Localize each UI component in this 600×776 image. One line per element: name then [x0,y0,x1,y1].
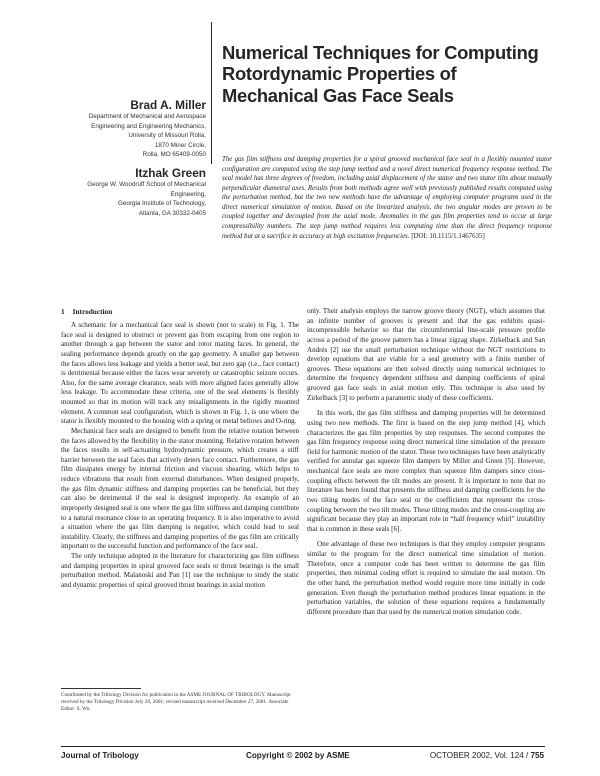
footnote-rule [61,688,141,689]
author-affiliation [6,180,206,218]
abstract [222,155,552,241]
paragraph: The only technique adopted in the literature for characterizing gas film stiffness and damping properties in spiral grooved face seals or thrust bearings is the small perturbation method. Malanoski and Pan [1] use the technique to study the static and dynamic properties of spiral grooved thrust bearings in axial motion [61,552,299,589]
footnote: Contributed by the Tribology Division for publication in the ASME JOURNAL OF TRIBOLOGY. Manuscript received by the Tribology Division July 20, 2001; revised manuscript received December 27, 2001. Associate Editor: S. Wu. [61,692,291,713]
issue-info [430,751,544,760]
paragraph: A schematic for a mechanical face seal is shown (not to scale) in Fig. 1. The face seal is designed to obstruct or prevent gas from escaping from one region to another through a gap between the stator and rotor mating faces. In general, the sealing performance depends greatly on the gap geometry. A smaller gap between the faces allows less leakage and yields a better seal, but zero gap (i.e., face contact) is detrimental because either the faces wear severely or catastrophic seizure occurs. Also, for the same average clearance, seals with more aligned faces generally allow less leakage. To accommodate these criteria, one of the seal elements is flexibly mounted so that its motion will track any misalignments in the rigidly mounted element. A common seal configuration, which is shown in Fig. 1, is one where the stator is flexibly mounted to the housing with a spring or metal bellows and O-ring. [61,321,299,426]
affiliation-line: 1870 Miner Circle, [154,141,206,149]
paragraph: One advantage of these two techniques is that they employ computer programs similar to the program for the direct numerical time simulation of motion. Therefore, once a computer code has been written to determine the gas film properties, then minimal coding effort is required to simulate the seal motion. On the other hand, the perturbation method would require more time initially in code generation. Even though the perturbation method produces linear equations in the perturbation variables, the solution of these equations requires a fundamentally different procedure than that used by the numerical motion simulation code. [307,540,545,616]
footer-rule [61,746,545,747]
left-column [61,307,299,591]
paragraph: only. Their analysis employs the narrow groove theory (NGT), which assumes that an infinite number of grooves is present and that the gas exhibits quasi-incompressible behavior so that the circumferential line-scale pressure profile across a period of the groove pattern has a linear zigzag shape. Zirkelback and San Andrés [2] use the small perturbation technique without the NGT restrictions to develop equations that are viable for a seal geometry with a finite number of grooves. These equations are then solved directly using numerical techniques to determine the frequency dependent stiffness and damping coefficients of spiral grooved gas face seals in axial motion only. This technique is also used by Zirkelback [3] to perform a parametric study of these coefficients. [307,307,545,402]
author-name: Itzhak Green [135,166,206,180]
affiliation-line: George W. Woodruff School of Mechanical [87,181,206,188]
section-title: Introduction [72,307,113,316]
abstract-text: The gas film stiffness and damping properties for a spiral grooved mechanical face seal in a flexibly mounted stator configuration are computed using the step jump method and a novel direct numerical frequency response method. The seal model has three degrees of freedom, including axial displacement of the stator and two stator tilts about mutually perpendicular diametral axes. Results from both methods agree well with previously published results computed using the perturbation method, but the two new methods have the advantage of employing computer programs used in the direct numerical simulation of motion. Based on the linearized analysis, the two angular modes are proven to be coupled together and decoupled from the axial mode. Anomalies in the gas film properties tend to occur at large compressibility numbers. The step jump method requires less computing time than the direct frequency response method but at a sacrifice in accuracy at high excitation frequencies. [222,156,552,240]
issue-text: OCTOBER 2002, Vol. 124 / [429,751,531,760]
journal-name: Journal of Tribology [61,751,139,760]
affiliation-line: Georgia Institute of Technology, [118,200,206,208]
paragraph: Mechanical face seals are designed to benefit from the relative rotation between the faces allowed by the flexibility in the stator mounting. Relative rotation between the faces results in self-actuating hydrodynamic pressure, which creates a stiff barrier between the seal faces that actively deters face contact. Furthermore, the gas film dissipates energy by internal friction and viscous shearing, which helps to reduce vibrations that result from external disturbances. When designed properly, the gas film dynamic stiffness and damping properties can be beneficial, but they can also be detrimental if the seal is designed improperly. An example of an improperly designed seal is one where the gas film stiffness and damping contribute to a natural resonance close to an operating frequency. It is also imperative to avoid a situation where the gas film damping is negative, which could lead to seal instability. Clearly, the stiffness and damping properties of the gas film are critically important to the successful function and performance of the face seal. [61,426,299,551]
copyright: Copyright © 2002 by ASME [246,751,350,760]
author-affiliation [6,112,206,160]
affiliation-line: Engineering, [170,190,206,198]
page-number: 755 [530,751,544,760]
right-column [307,307,545,617]
paper-title: Numerical Techniques for Computing Rotordynamic Properties of Mechanical Gas Face Seals [222,42,539,106]
section-heading [61,307,299,317]
author-name: Brad A. Miller [130,98,206,112]
author-block-2 [6,166,206,218]
affiliation-line: Department of Mechanical and Aerospace [88,113,206,120]
paragraph: In this work, the gas film stiffness and damping properties will be determined using two new methods. The first is based on the step jump method [4], which characterizes the gas film properties by step responses. The second computes the gas film frequency response using direct numerical time simulation of the pressure field for harmonic motion of the stator. These two techniques have been analytically verified for annular gas squeeze film dampers by Miller and Green [5]. However, mechanical face seals are more complex than squeeze film dampers since cross-coupling effects between the tilt modes are present. It is important to note that no literature has been found that presents the stiffness and damping coefficients for the two tilting modes of the face seal or the coefficients that represent the cross-coupling between the two tilt modes. These tilting modes and the cross-coupling are significant because they play an important role in “half frequency whirl” instability that is common in these seals [6]. [307,409,545,533]
affiliation-line: Rolla, MO 65409-0050 [142,151,206,159]
affiliation-line: University of Missouri Rolla, [128,132,206,140]
section-number: 1 [61,307,65,316]
affiliation-line: Engineering and Engineering Mechanics, [91,122,206,130]
title-divider [211,22,212,164]
author-block-1 [6,98,206,160]
doi: [DOI: 10.1115/1.1467635] [411,232,485,240]
affiliation-line: Atlanta, GA 30332-0405 [138,209,206,217]
